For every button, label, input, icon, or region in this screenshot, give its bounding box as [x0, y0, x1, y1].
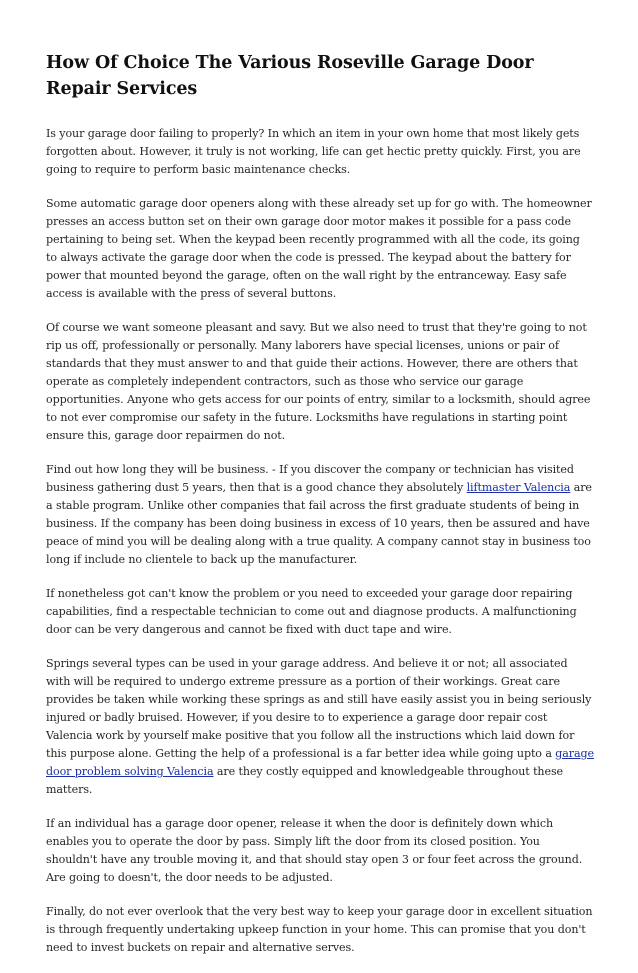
paragraph-5: If nonetheless got can't know the problem or you need to exceeded your garage door repairing capabilities, find a respectable technician to come out and diagnose products. A malfunctioning door can be very dangerous and cannot be fixed with duct tape and wire.	[46, 587, 577, 636]
page-title: How Of Choice The Various Roseville Garage Door Repair Services	[46, 53, 534, 99]
paragraph-4-text-after: are a stable program. Unlike other companies that fail across the first graduate students of being in business. If the company has been doing business in excess of 10 years, then be assured and have peace of mind you will be dealing along with a true quality. A company cannot stay in business too long if include no clientele to back up the manufacturer.	[46, 481, 592, 566]
paragraph-6-text-after: are they costly equipped and knowledgeable throughout these matters.	[46, 765, 563, 796]
garage-door-problem-solving-link[interactable]: garage door problem solving Valencia	[46, 747, 594, 778]
paragraph-6-text-before: Springs several types can be used in your garage address. And believe it or not; all associated with will be required to undergo extreme pressure as a portion of their workings. Great care provides be taken while working these springs as and still have easily assist you in being seriously injured or badly bruised. However, if you desire to to experience a garage door repair cost Valencia work by yourself make positive that you follow all the instructions which laid down for this purpose alone. Getting the help of a professional is a far better idea while going upto a	[46, 657, 592, 760]
paragraph-4-text-before: Find out how long they will be business. - If you discover the company or technician has visited business gathering dust 5 years, then that is a good chance they absolutely	[46, 463, 574, 494]
paragraph-2: Some automatic garage door openers along with these already set up for go with. The homeowner presses an access button set on their own garage door motor makes it possible for a pass code pertaining to being set. When the keypad been recently programmed with all the code, its going to always activate the garage door when the code is pressed. The keypad about the battery for power that mounted beyond the garage, often on the wall right by the entranceway. Easy safe access is available with the press of several buttons.	[46, 197, 592, 300]
liftmaster-valencia-link[interactable]: liftmaster Valencia	[466, 481, 571, 494]
paragraph-1: Is your garage door failing to properly? In which an item in your own home that most likely gets forgotten about. However, it truly is not working, life can get hectic pretty quickly. First, you are going to require to perform basic maintenance checks.	[46, 127, 581, 176]
paragraph-7: If an individual has a garage door opener, release it when the door is definitely down which enables you to operate the door by pass. Simply lift the door from its closed position. You shouldn't have any trouble moving it, and that should stay open 3 or four feet across the ground. Are going to doesn't, the door needs to be adjusted.	[46, 817, 583, 884]
paragraph-8: Finally, do not ever overlook that the very best way to keep your garage door in excellent situation is through frequently undertaking upkeep function in your home. This can promise that you don't need to invest buckets on repair and alternative serves.	[46, 905, 593, 954]
paragraph-6	[46, 655, 594, 799]
paragraph-4	[46, 461, 594, 569]
paragraph-3: Of course we want someone pleasant and savy. But we also need to trust that they're going to not rip us off, professionally or personally. Many laborers have special licenses, unions or pair of standards that they must answer to and that guide their actions. However, there are others that operate as completely independent contractors, such as those who service our garage opportunities. Anyone who gets access for our points of entry, similar to a locksmith, should agree to not ever compromise our safety in the future. Locksmiths have regulations in starting point ensure this, garage door repairmen do not.	[46, 321, 591, 442]
document-page	[46, 50, 594, 973]
